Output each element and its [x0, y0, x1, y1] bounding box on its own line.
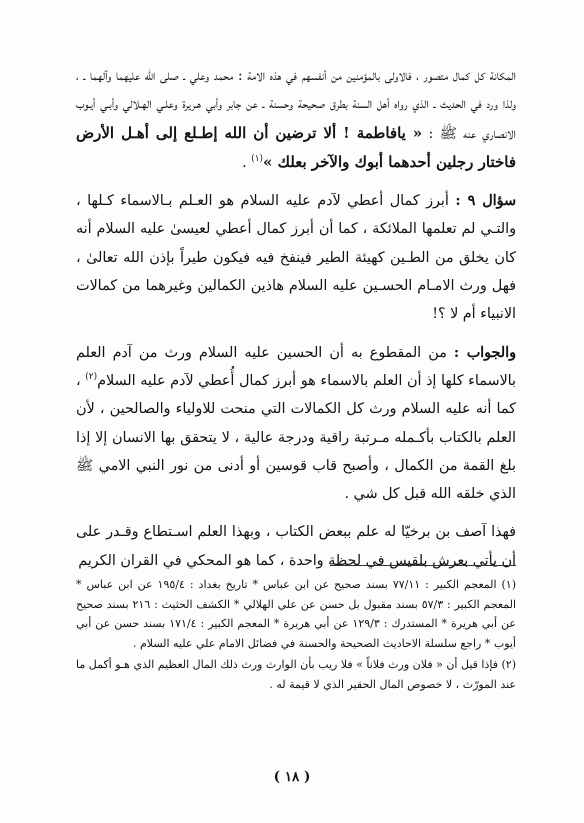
hadith-quote: « يافاطمة ! ألا ترضين أن الله إطـلع إلى أهـل الأرض فاختار رجلين أحدهما أبوك والآخر بعلك »: [76, 123, 516, 171]
main-text: [76, 62, 516, 575]
answer-text-1: من المقطوع به أن الحسين عليه السلام ورث من آدم العلم بالاسماء كلها إذ أن العلم بالاسماء هو أبرز كمال أُعطي لآدم عليه السلام: [76, 344, 516, 389]
answer-text-2: ، كما أنه عليه السلام ورث كل الكمالات التي منحت للاولياء والصالحين ، لأن العلم بالكتاب بأكـمله مـرتبة راقية ودرجة عالية ، لا يتحقق بها الانسان إلا إذا بلغ القمة من الكمال ، وأصبح قاب قوسين أو أدنى من نور النبي الامي ﷺ الذي خلقه الله قبل كل شي .: [76, 372, 516, 503]
paragraph-1-end: .: [242, 154, 252, 171]
footnote-1: (١) المعجم الكبير : ٧٧/١١ بسند صحيح عن ابن عباس * تاريخ بغداد : ١٩٥/٤ عن ابن عباس * المعجم الكبير : ٥٧/٣ بسند مقبول بل حسن عن علي الهلالي * الكشف الحثيث : ٢١٦ بسند صحيح عن أبي هريرة * المستدرك : ١٢٩/٣ عن أبي هريرة * المعجم الكبير : ١٧١/٤ بسند حسن عن أبي أيوب * راجع سلسلة الاحاديث الصحيحة والحسنة في فضائل الامام علي عليه السلام .: [76, 578, 517, 650]
footnote-ref-2: (٢): [85, 372, 98, 383]
paragraph-4: فهذا آصف بن برخيّا له علم ببعض الكتاب ، وبهذا العلم اسـتطاع وقـدر على أن يأتي بعرش بلقيس في لحظة واحدة ، كما هو المحكي في القران الكريم: [76, 524, 516, 569]
footnotes: [76, 575, 516, 694]
footnote-divider: [330, 565, 516, 566]
answer-label: والجواب :: [453, 344, 516, 361]
question-paragraph: [76, 187, 516, 328]
paragraph-1: [76, 62, 516, 177]
page-number: ( ١٨ ): [273, 769, 311, 785]
paragraph-1-text: المكانة كل كمال متصور ، فالاولى بالمؤمنين من أنفسهم في هذه الامة : محمد وعلي ـ صلى الله عليهما وآلهما ـ ، ولذا ورد في الحديث ـ الذي رواه أهل السنة بطرق صحيحة وحسنة ـ عن جابر وأبي هـريرة وعلـي الهـلالي وأبـي أيـوب الانصاري عنه ﷺ :: [76, 68, 516, 142]
footnote-2: (٢) فإذا قيل أن « فلان ورث فلاناً » فلا ريب بأن الوارث ورث ذلك المال العظيم الذي هـو أكمل ما عند المورّث ، لا خصوص المال الحقير الذي لا قيمة له .: [76, 658, 516, 691]
answer-paragraph: [76, 339, 516, 509]
footnote-ref-1: (١): [251, 154, 264, 165]
question-text: أبرز كمال أعطي لآدم عليه السلام هو العـلم بـالاسماء كـلها ، والتـي لم تعلمها الملائكة ، كما أن أبرز كمال أعطي لعيسىٰ عليه السلام أنه كان يخلق من الطـين كهيئة الطير فينفخ فيه فيكون طيراً بإذن الله تعالىٰ ، فهل ورث الامـام الحسـين عليه السلام هاذين الكمالين وغيرهما من كمالات الانبياء أم لا ؟!: [76, 193, 516, 323]
question-label: سؤال ٩ :: [455, 193, 516, 210]
